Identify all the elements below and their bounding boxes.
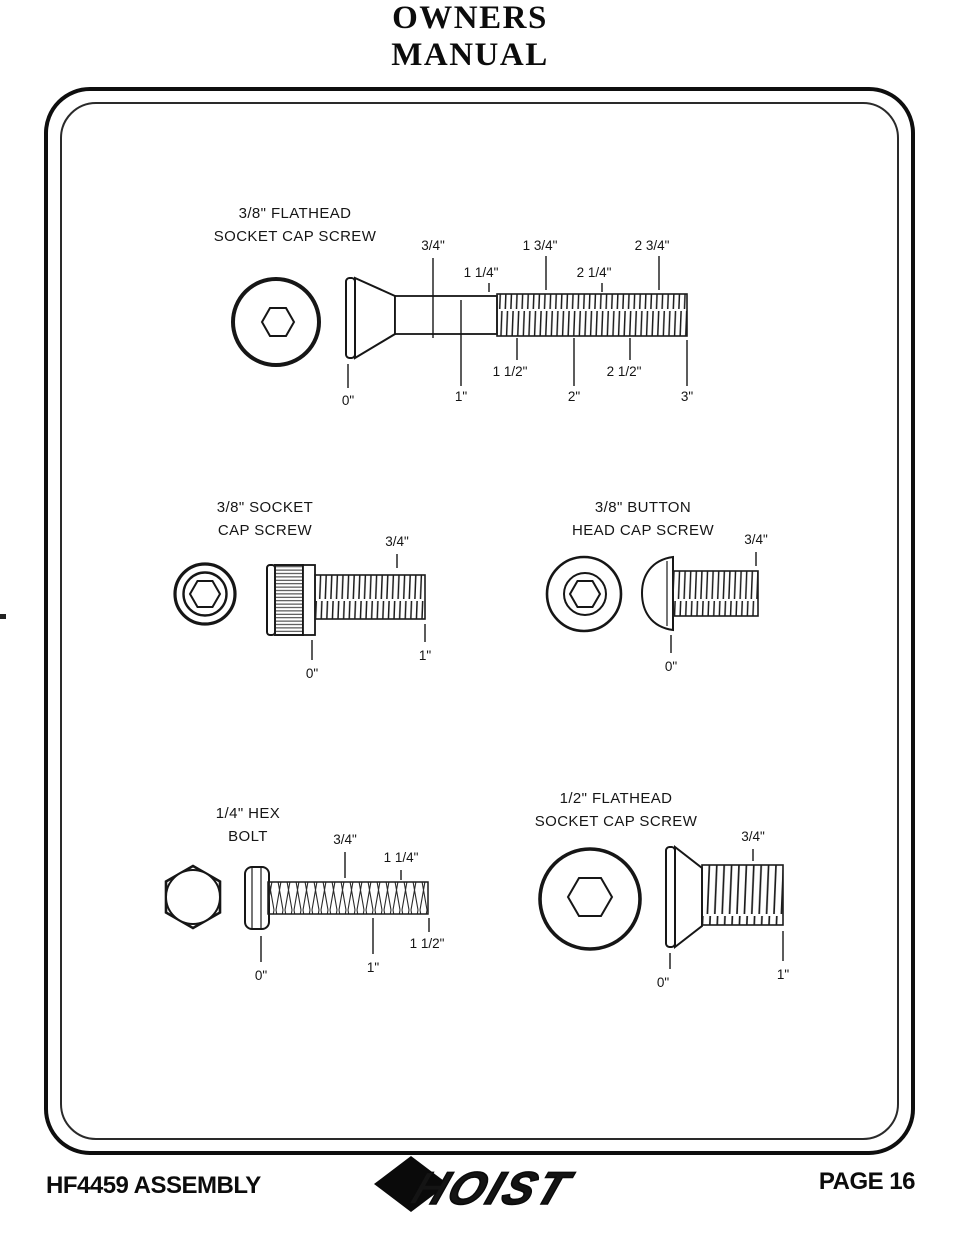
end-view-socket: [175, 564, 235, 624]
label-line: BOLT: [228, 828, 268, 845]
tick-label: 3/4": [385, 534, 409, 549]
hex-socket-icon: [570, 581, 600, 607]
diagram-flathead-1-2-screw: [520, 775, 820, 1000]
logo-wordmark: HOIST: [404, 1163, 579, 1215]
footer-page-number: PAGE 16: [818, 1168, 915, 1195]
tick-label: 1": [418, 648, 432, 663]
label-line: 3/8" FLATHEAD: [238, 205, 352, 222]
label-line: 3/8" SOCKET: [216, 499, 314, 516]
diagram-socket-cap-3-8-screw: [150, 480, 450, 680]
diagram-button-head-3-8-screw: [520, 480, 820, 680]
side-view-screw: [666, 847, 783, 947]
thread-section: [315, 575, 425, 619]
tick-label: 3": [680, 389, 694, 404]
tick-label: 1 1/4": [463, 265, 499, 280]
label-line: SOCKET CAP SCREW: [534, 813, 698, 830]
label-line: CAP SCREW: [217, 522, 313, 539]
end-view-socket: [547, 557, 621, 631]
end-view-socket: [540, 849, 640, 949]
tick-label: 1 1/4": [383, 850, 419, 865]
end-view-socket: [233, 279, 319, 365]
label-line: 1/2" FLATHEAD: [559, 790, 673, 807]
hex-socket-icon: [568, 878, 612, 916]
tick-label: 1": [776, 967, 790, 982]
thread-section: [497, 294, 687, 336]
diagram-hex-bolt-1-4: [140, 790, 470, 990]
label-line: 1/4" HEX: [215, 805, 281, 822]
tick-label: 0": [305, 666, 319, 680]
hex-socket-icon: [190, 581, 220, 607]
end-view-hex-head: [166, 866, 220, 928]
page-title: [0, 0, 940, 74]
title-line-1: OWNERS: [392, 0, 548, 36]
tick-label: 1 1/2": [409, 936, 445, 951]
title-line-2: MANUAL: [391, 37, 549, 73]
knurled-head: [275, 565, 303, 635]
scan-artifact-mark: [0, 614, 6, 619]
tick-label: 2 3/4": [634, 238, 670, 253]
tick-label: 3/4": [744, 532, 768, 547]
tick-label: 0": [656, 975, 670, 990]
label-line: HEAD CAP SCREW: [571, 522, 714, 539]
side-view-screw: [267, 565, 425, 635]
tick-label: 1": [366, 960, 380, 975]
tick-label: 0": [341, 393, 355, 408]
tick-label: 1 1/2": [492, 364, 528, 379]
hoist-logo: [362, 1146, 592, 1226]
label-line: 3/8" BUTTON: [594, 499, 692, 516]
tick-label: 2": [567, 389, 581, 404]
thread-section: [673, 571, 758, 616]
tick-label: 2 1/4": [576, 265, 612, 280]
tick-label: 0": [254, 968, 268, 983]
tick-label: 3/4": [333, 832, 357, 847]
tick-label: 0": [664, 659, 678, 674]
thread-section: [268, 882, 428, 914]
tick-label: 1": [454, 389, 468, 404]
hex-socket-icon: [262, 308, 294, 336]
tick-label: 3/4": [741, 829, 765, 844]
label-line: SOCKET CAP SCREW: [213, 228, 377, 245]
thread-section: [702, 865, 783, 925]
side-view-screw: [642, 557, 758, 630]
diagram-flathead-3-8-screw: [190, 190, 710, 420]
footer-document-id: HF4459 ASSEMBLY: [46, 1172, 261, 1199]
tick-label: 1 3/4": [522, 238, 558, 253]
tick-label: 2 1/2": [606, 364, 642, 379]
tick-label: 3/4": [421, 238, 445, 253]
